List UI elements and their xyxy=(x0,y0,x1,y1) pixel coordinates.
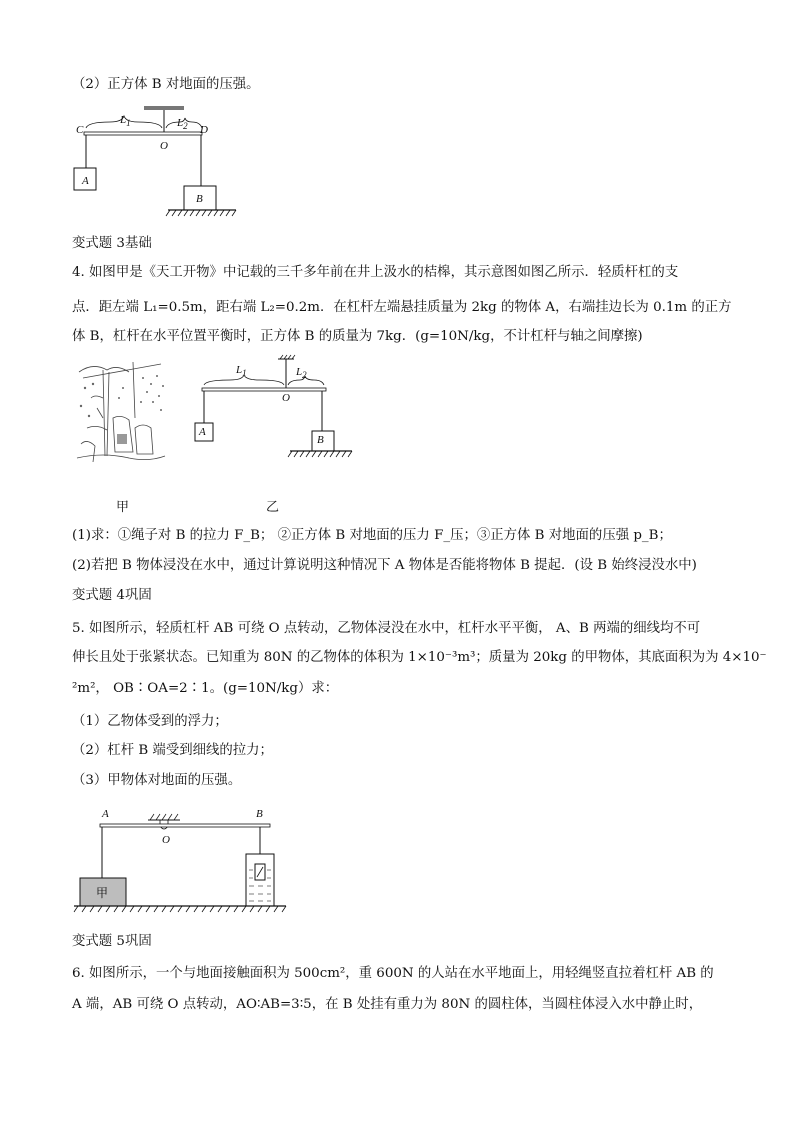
q4-label-o: O xyxy=(282,392,290,404)
q4-sub1: (1)求：①绳子对 B 的拉力 F_B； ②正方体 B 对地面的压力 F_压；③正方体 B 对地面的压强 p_B； xyxy=(72,528,672,543)
q6-line1: 6. 如图所示，一个与地面接触面积为 500cm²，重 600N 的人站在水平地面上，用轻绳竖直拉着杠杆 AB 的 xyxy=(72,966,714,981)
variant-3-heading: 变式题 3基础 xyxy=(72,236,152,251)
variant-4-heading: 变式题 4巩固 xyxy=(72,588,152,603)
label-o: O xyxy=(160,140,168,152)
caption-yi: 乙 xyxy=(266,500,280,515)
q4-line2: 点．距左端 L₁=0.5m，距右端 L₂=0.2m．在杠杆左端悬挂质量为 2kg 的物体 A，右端挂边长为 0.1m 的正方 xyxy=(72,300,732,315)
q3-lever-figure xyxy=(70,100,250,225)
q4-line1: 4. 如图甲是《天工开物》中记载的三千多年前在井上汲水的桔槔，其示意图如图乙所示．轻质杆杠的支 xyxy=(72,265,679,280)
q5-line3: ²m²， OB∶OA=2∶1。(g=10N/kg）求： xyxy=(72,681,339,696)
q5-label-b: B xyxy=(256,808,263,820)
label-b: B xyxy=(196,193,203,205)
q5-lever-figure xyxy=(70,810,290,920)
q4-label-l2: $L_2$ xyxy=(296,366,307,381)
label-l1: $L_1$ xyxy=(120,114,131,129)
q5-sub3: （3）甲物体对地面的压强。 xyxy=(72,773,242,788)
q4-line3: 体 B，杠杆在水平位置平衡时，正方体 B 的质量为 7kg．(g=10N/kg，不计杠杆与轴之间摩擦) xyxy=(72,329,643,344)
q4-label-a: A xyxy=(199,426,206,438)
q5-label-a: A xyxy=(102,808,109,820)
ceiling-bar xyxy=(144,106,184,110)
lever xyxy=(202,388,326,391)
variant-5-heading: 变式题 5巩固 xyxy=(72,934,152,949)
caption-jia: 甲 xyxy=(116,500,130,515)
q5-label-o: O xyxy=(162,834,170,846)
label-d: D xyxy=(200,124,208,136)
q4-label-l1: $L_1$ xyxy=(236,364,247,379)
q5-line2: 伸长且处于张紧状态。已知重为 80N 的乙物体的体积为 1×10⁻³m³；质量为 20kg 的甲物体，其底面积为为 4×10⁻ xyxy=(72,650,767,665)
q5-line1: 5. 如图所示，轻质杠杆 AB 可绕 O 点转动，乙物体浸没在水中，杠杆水平平衡， A、B 两端的细线均不可 xyxy=(72,621,701,636)
q3-part2: （2）正方体 B 对地面的压强。 xyxy=(72,77,260,92)
well-sweep-illustration xyxy=(73,358,169,470)
lever xyxy=(84,132,202,135)
q5-label-jia: 甲 xyxy=(96,886,109,900)
q5-sub1: （1）乙物体受到的浮力； xyxy=(72,714,228,729)
q6-line2: A 端，AB 可绕 O 点转动，AO∶AB=3∶5，在 B 处挂有重力为 80N 的圆柱体，当圆柱体浸入水中静止时， xyxy=(72,997,703,1012)
label-l2: $L_2$ xyxy=(177,117,188,132)
lever xyxy=(100,824,270,827)
q4-sub2: (2)若把 B 物体浸没在水中，通过计算说明这种情况下 A 物体是否能将物体 B 提起．(设 B 始终浸没水中) xyxy=(72,558,697,573)
label-a: A xyxy=(82,175,89,187)
q4-label-b: B xyxy=(317,434,324,446)
q5-sub2: （2）杠杆 B 端受到细线的拉力； xyxy=(72,743,273,758)
label-c: C xyxy=(76,124,84,136)
q4-lever-figure xyxy=(190,355,370,465)
